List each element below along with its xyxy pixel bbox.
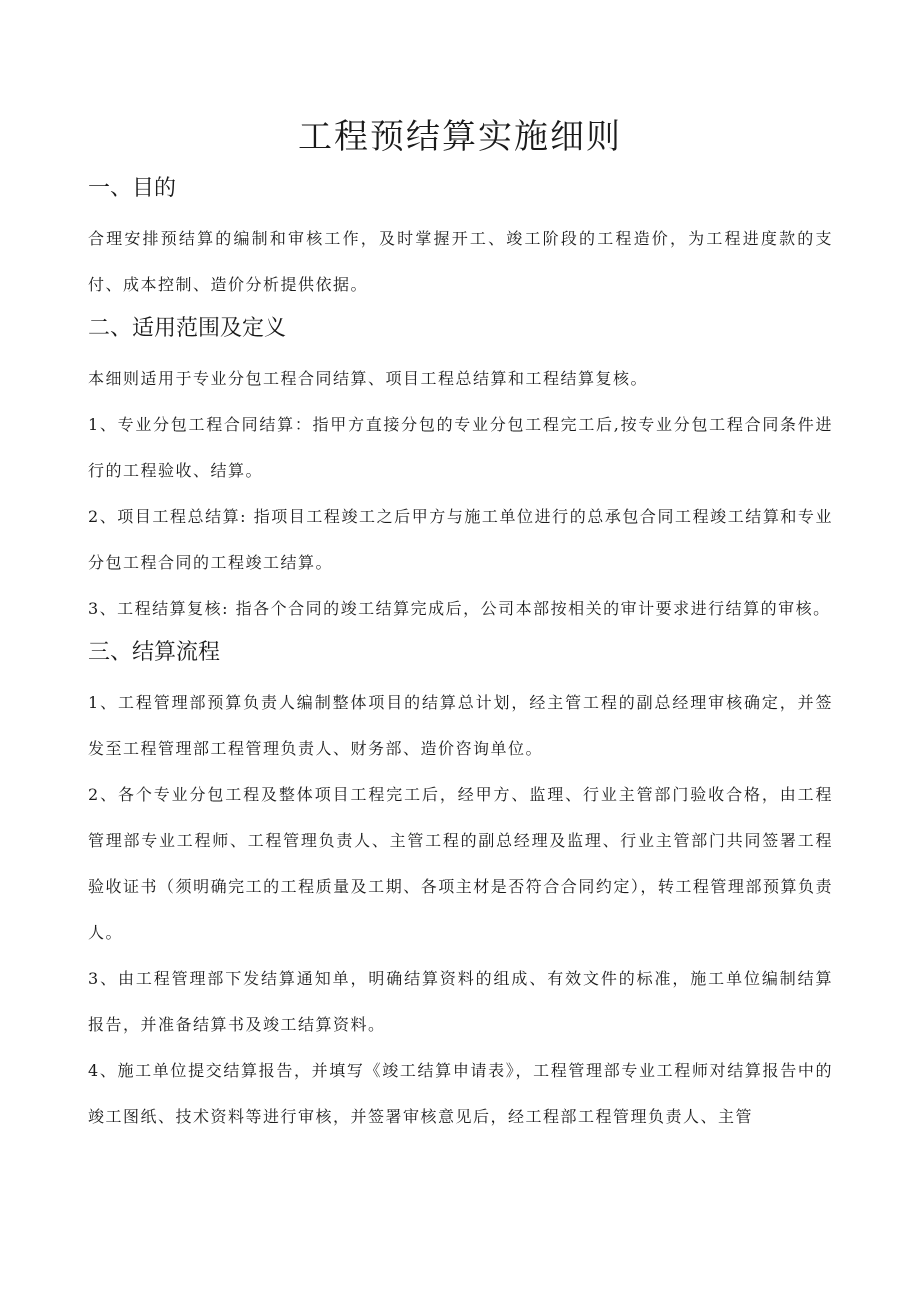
section-settlement-process [88, 634, 833, 1140]
document-title: 工程预结算实施细则 [298, 117, 622, 157]
paragraph: 4、施工单位提交结算报告，并填写《竣工结算申请表》，工程管理部专业工程师对结算报告中的竣工图纸、技术资料等进行审核，并签署审核意见后，经工程部工程管理负责人、主管 [88, 1061, 833, 1126]
section-purpose [88, 170, 833, 308]
paragraph: 1、工程管理部预算负责人编制整体项目的结算总计划，经主管工程的副总经理审核确定，并签发至工程管理部工程管理负责人、财务部、造价咨询单位。 [88, 693, 833, 758]
paragraph: 本细则适用于专业分包工程合同结算、项目工程总结算和工程结算复核。 [88, 369, 649, 388]
paragraph: 3、由工程管理部下发结算通知单，明确结算资料的组成、有效文件的标准，施工单位编制结算报告，并准备结算书及竣工结算资料。 [88, 969, 833, 1034]
document-body [88, 170, 833, 1140]
paragraph: 1、专业分包工程合同结算：指甲方直接分包的专业分包工程完工后,按专业分包工程合同条件进行的工程验收、结算。 [88, 415, 833, 480]
section-scope-definition [88, 310, 833, 632]
section-heading: 二、适用范围及定义 [88, 316, 287, 341]
paragraph: 2、项目工程总结算: 指项目工程竣工之后甲方与施工单位进行的总承包合同工程竣工结算和专业分包工程合同的工程竣工结算。 [88, 507, 833, 572]
section-heading: 三、结算流程 [88, 640, 221, 665]
section-heading: 一、目的 [88, 176, 177, 201]
paragraph: 3、工程结算复核: 指各个合同的竣工结算完成后，公司本部按相关的审计要求进行结算的审核。 [88, 599, 831, 618]
paragraph: 2、各个专业分包工程及整体项目工程完工后，经甲方、监理、行业主管部门验收合格，由工程管理部专业工程师、工程管理负责人、主管工程的副总经理及监理、行业主管部门共同签署工程验收证书（须明确完工的工程质量及工期、各项主材是否符合合同约定），转工程管理部预算负责人。 [88, 785, 833, 942]
paragraph: 合理安排预结算的编制和审核工作，及时掌握开工、竣工阶段的工程造价，为工程进度款的支付、成本控制、造价分析提供依据。 [88, 229, 833, 294]
